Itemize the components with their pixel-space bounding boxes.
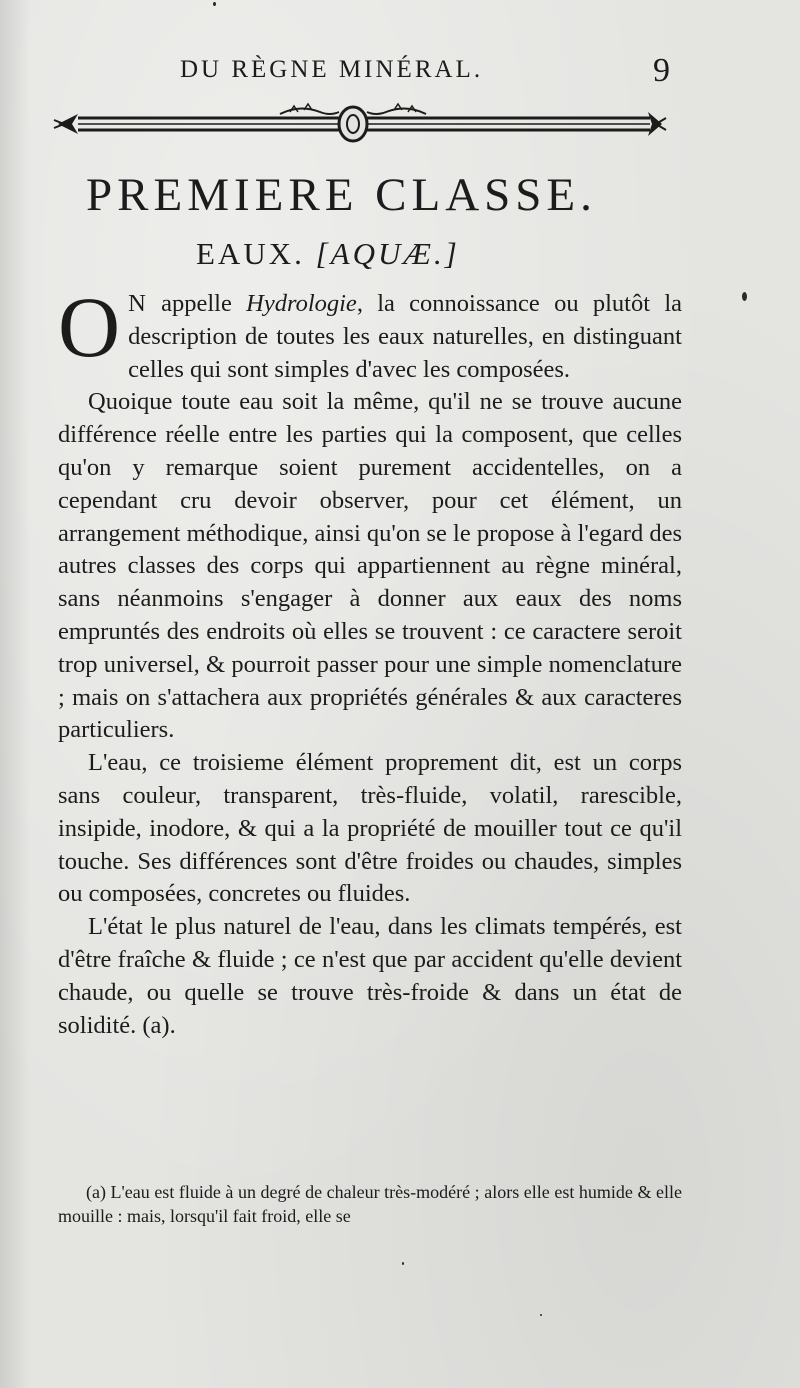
section-label: EAUX. [196, 236, 305, 271]
page-number: 9 [653, 52, 670, 89]
page-header [170, 52, 670, 92]
paragraph-1 [58, 279, 682, 386]
class-title: PREMIERE CLASSE. [86, 169, 597, 221]
paragraph-1-lead: appelle [161, 290, 232, 317]
paragraph-2: Quoique toute eau soit la même, qu'il ne se trouve aucune différence réelle entre les parties qui la composent, que celles qu'on y remarque soient purement accidentelles, on a cependant cru devoir observer, pour cet élément, un arrangement méthodique, ainsi qu'on se le propose à l'egard des autres classes des corps qui appartiennent au règne minéral, sans néanmoins s'engager à donner aux eaux des noms empruntés des endroits où elles se trouvent : ce caractere seroit trop universel, & pourroit passer pour une simple nomenclature ; mais on s'attachera aux propriétés générales & aux caracteres particuliers. [58, 388, 682, 744]
section-title [196, 236, 460, 272]
page-gutter-shadow [0, 0, 30, 1388]
first-word: N [128, 290, 147, 317]
section-latin-name: [AQUÆ.] [315, 236, 460, 271]
footnote: (a) L'eau est fluide à un degré de chaleur très-modéré ; alors elle est humide & elle mouille : mais, lorsqu'il fait froid, elle se [58, 1182, 682, 1226]
drop-cap: O [58, 279, 121, 375]
paragraph-1-rest: , la connoissance ou plutôt la description de toutes les eaux naturelles, en distinguant celles qui sont simples d'avec les composées. [128, 290, 682, 383]
running-head: DU RÈGNE MINÉRAL. [180, 56, 484, 83]
body-text [58, 279, 682, 1042]
paragraph-3: L'eau, ce troisieme élément proprement dit, est un corps sans couleur, transparent, très-fluide, volatil, rarescible, insipide, inodore, & qui a la propriété de mouiller tout ce qu'il touche. Ses différences sont d'être froides ou chaudes, simples ou composées, concretes ou fluides. [58, 749, 682, 908]
defined-term: Hydrologie [246, 290, 357, 317]
paragraph-4: L'état le plus naturel de l'eau, dans les climats tempérés, est d'être fraîche & fluide ; ce n'est que par accident qu'elle devient chaude, ou quelle se trouve très-froide & dans un état de solidité. (a). [58, 913, 682, 1039]
decorative-rule-ornament [50, 100, 670, 150]
